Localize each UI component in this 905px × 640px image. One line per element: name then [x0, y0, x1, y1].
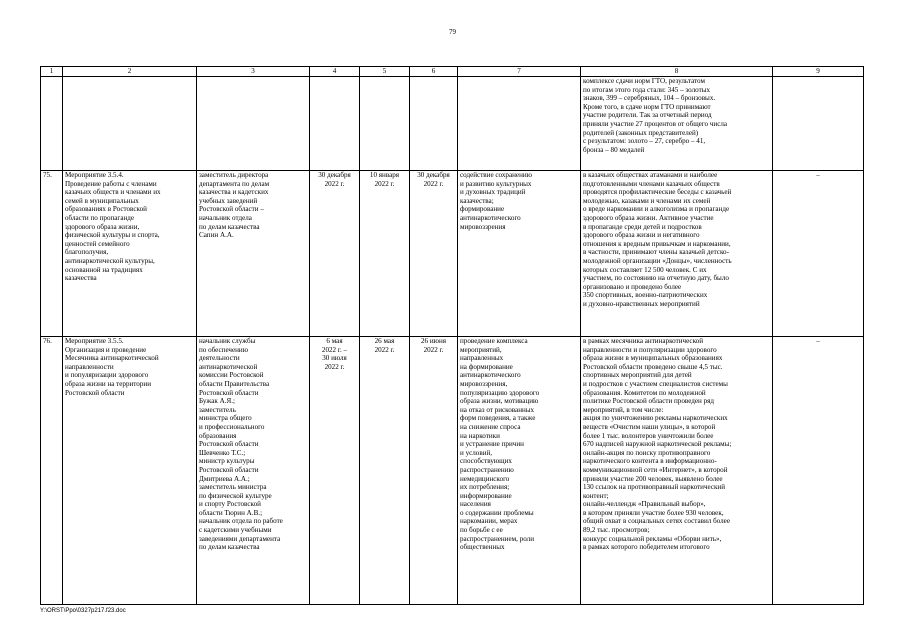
end-date-cell [410, 77, 458, 171]
activity-cell: Мероприятие 3.5.5. Организация и проведение Месячника антинаркотической направленности и популяризации здорового образа жизни на территории Ростовской области [63, 337, 197, 605]
note-cell: – [773, 337, 864, 605]
column-header: 7 [458, 67, 581, 77]
responsible-cell [197, 77, 310, 171]
activity-cell [63, 77, 197, 171]
end-date-cell: 30 декабря 2022 г. [410, 171, 458, 337]
row-number-cell: 76. [41, 337, 63, 605]
column-header: 2 [63, 67, 197, 77]
column-header: 5 [360, 67, 410, 77]
note-cell: – [773, 171, 864, 337]
planned-date-cell: 30 декабря 2022 г. [310, 171, 360, 337]
column-header: 4 [310, 67, 360, 77]
expected-result-cell: проведение комплекса мероприятий, направленных на формирование антинаркотического мировоззрения, популяризацию здорового образа жизни, мотивацию на отказ от рискованных форм поведения, а также на снижение спроса на наркотики и устранение причин и условий, способствующих распространению немедицинского их потребления; информирование населения о содержании проблемы наркомании, мерах по борьбе с ее распространением, роли общественных [458, 337, 581, 605]
row-number-cell [41, 77, 63, 171]
start-date-cell: 26 мая 2022 г. [360, 337, 410, 605]
table-row-continuation [41, 77, 864, 171]
responsible-cell: заместитель директора департамента по делам казачества и кадетских учебных заведений Ростовской области – начальник отдела по делам казачества Сапин А.А. [197, 171, 310, 337]
column-number-row [41, 67, 864, 77]
responsible-cell: начальник службы по обеспечению деятельности антинаркотической комиссии Ростовской области Правительства Ростовской области Бужак А.Я.; заместитель министра общего и профессионального образования Ростовской области Шевченко Т.С.; министр культуры Ростовской области Дмитриева А.А.; заместитель министра по физической культуре и спорту Ростовской области Тюрин А.В.; начальник отдела по работе с кадетскими учебными заведениями департамента по делам казачества [197, 337, 310, 605]
file-path-footer: Y:\ORST\Ppo\0327p217.f23.doc [40, 608, 126, 614]
column-header: 6 [410, 67, 458, 77]
column-header: 3 [197, 67, 310, 77]
end-date-cell: 26 июня 2022 г. [410, 337, 458, 605]
note-cell [773, 77, 864, 171]
actual-result-cell: комплексе сдачи норм ГТО, результатом по итогам этого года стали: 345 – золотых знаков, 399 – серебряных, 104 – бронзовых. Кроме того, в сдаче норм ГТО принимают участие родители. Так за отчетный период приняли участие 27 процентов от общего числа родителей (законных представителей) с результатом: золото – 27, серебро – 41, бронза – 80 медалей [581, 77, 773, 171]
expected-result-cell: содействие сохранению и развитию культурных и духовных традиций казачества; формирование антинаркотического мировоззрения [458, 171, 581, 337]
column-header: 9 [773, 67, 864, 77]
page-number: 79 [449, 28, 456, 36]
start-date-cell [360, 77, 410, 171]
column-header: 8 [581, 67, 773, 77]
planned-date-cell: 6 мая 2022 г. – 30 июля 2022 г. [310, 337, 360, 605]
report-table [40, 66, 864, 605]
table-row-75 [41, 171, 864, 337]
start-date-cell: 10 января 2022 г. [360, 171, 410, 337]
actual-result-cell: в казачьих обществах атаманами и наиболее подготовленными членами казачьих обществ проводятся профилактические беседы с казачьей молодежью, казаками и членами их семей о вреде наркомании и алкоголизма и пропаганде здорового образа жизни. Активное участие в пропаганде среди детей и подростков здорового образа жизни и негативного отношения к вредным привычкам и наркомании, в частности, принимают члены казачьей детско- молодежной организации «Донцы», численность которых составляет 12 500 человек. С их участием, по состоянию на отчетную дату, было организовано и проведено более 350 спортивных, военно-патриотических и духовно-нравственных мероприятий [581, 171, 773, 337]
column-header: 1 [41, 67, 63, 77]
actual-result-cell: в рамках месячника антинаркотической направленности и популяризации здорового образа жизни в муниципальных образованиях Ростовской области проведено свыше 4,5 тыс. спортивных мероприятий для детей и подростков с участием специалистов системы образования. Комитетом по молодежной политике Ростовской области проведен ряд мероприятий, в том числе: акция по уничтожению рекламы наркотических веществ «Очистим наши улицы», в которой более 1 тыс. волонтеров уничтожили более 670 надписей наружной наркотической рекламы; онлайн-акция по поиску противоправного наркотического контента в информационно- коммуникационной сети «Интернет», в которой приняли участие 200 человек, выявлено более 130 ссылок на противоправный наркотический контент; онлайн-челлендж «Правильный выбор», в котором приняли участие более 930 человек, общий охват в социальных сетях составил более 89,2 тыс. просмотров; конкурс социальной рекламы «Оборви нить», в рамках которого победителем итогового [581, 337, 773, 605]
row-number-cell: 75. [41, 171, 63, 337]
expected-result-cell [458, 77, 581, 171]
activity-cell: Мероприятие 3.5.4. Проведение работы с членами казачьих обществ и членами их семей в муниципальных образованиях в Ростовской области по пропаганде здорового образа жизни, физической культуры и спорта, ценностей семейного благополучия, антинаркотической культуры, основанной на традициях казачества [63, 171, 197, 337]
table-row-76 [41, 337, 864, 605]
planned-date-cell [310, 77, 360, 171]
